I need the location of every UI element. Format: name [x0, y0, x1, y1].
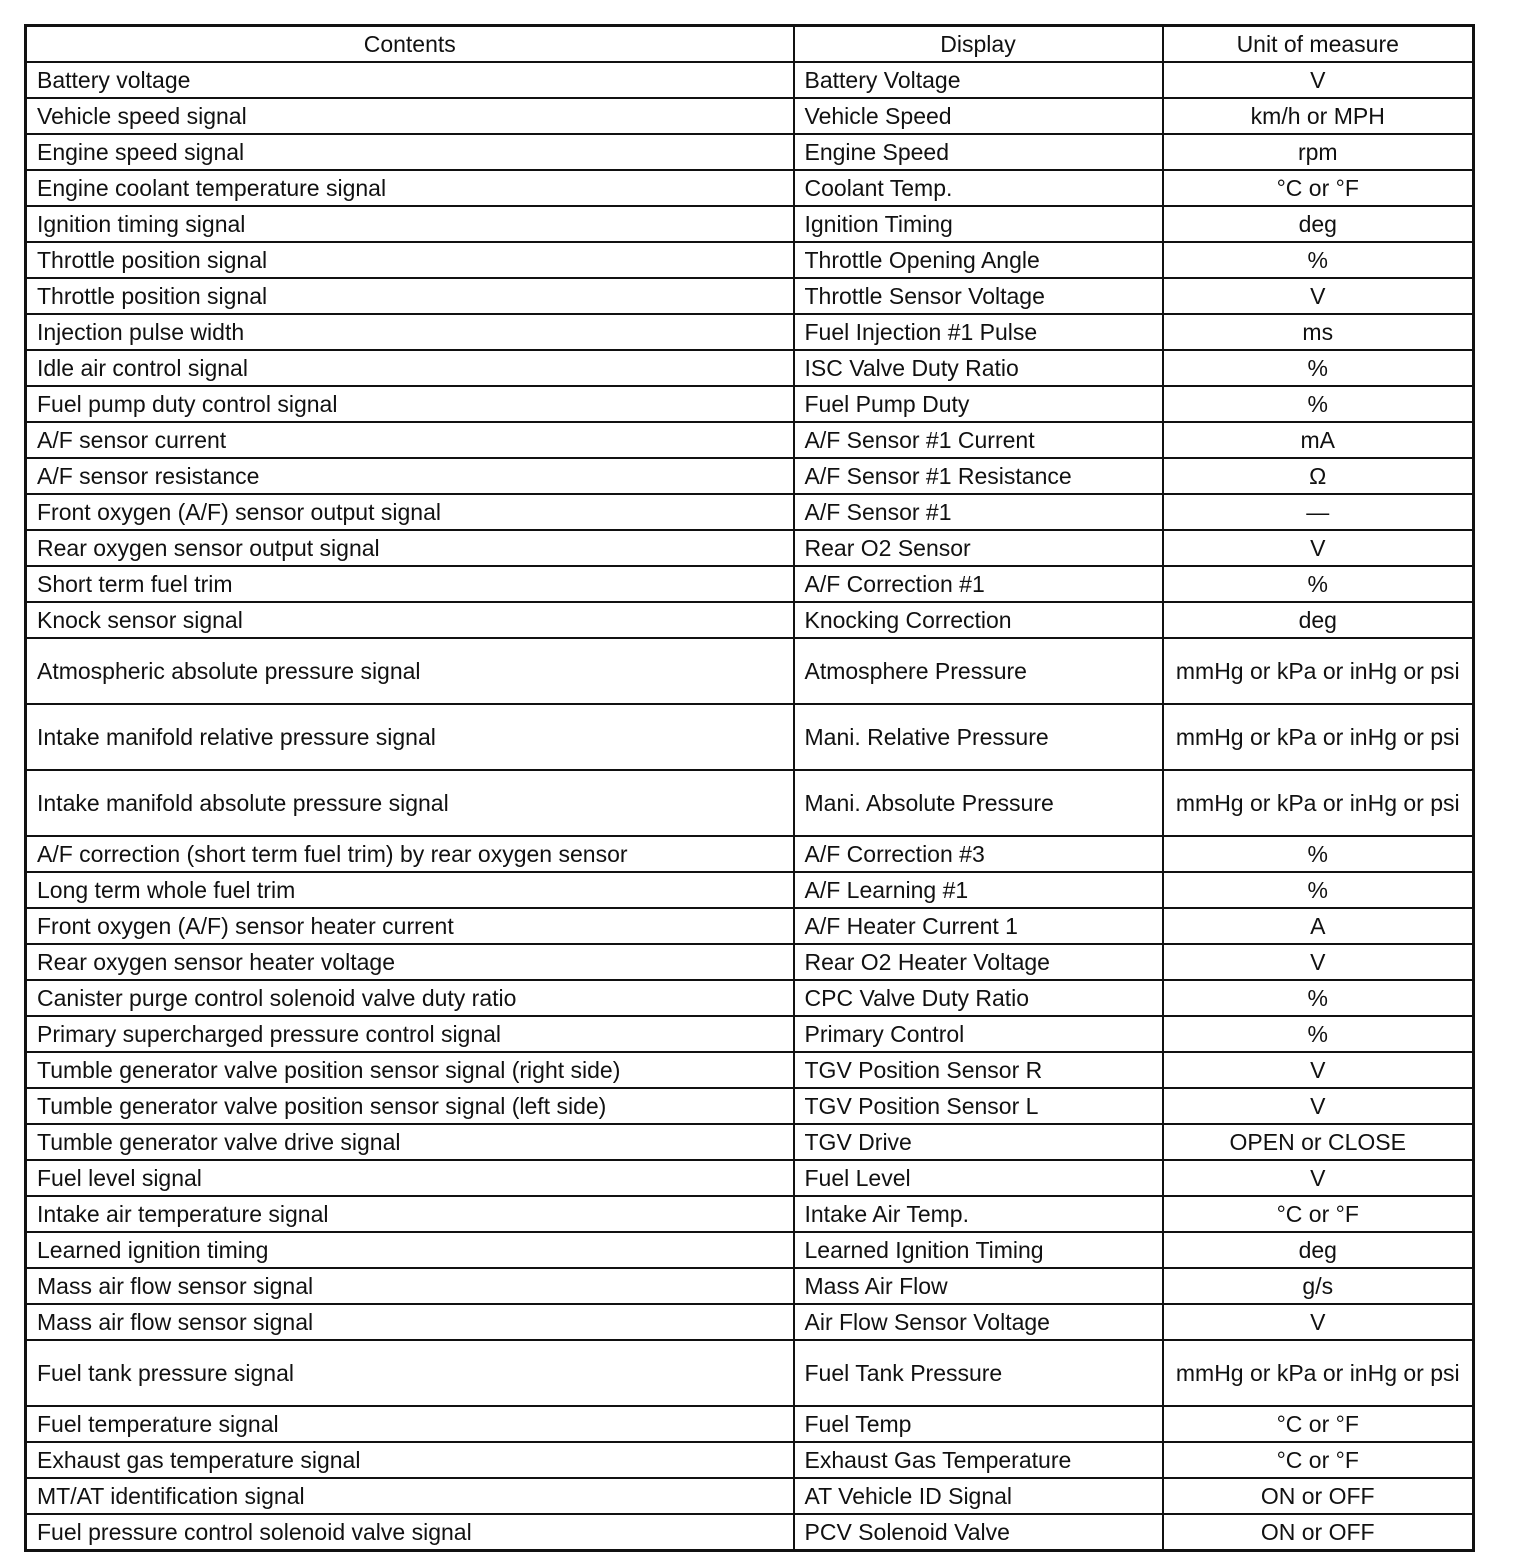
cell-unit: A: [1163, 908, 1474, 944]
table-row: [26, 1478, 1474, 1514]
header-unit: Unit of measure: [1163, 26, 1474, 63]
table-row: [26, 872, 1474, 908]
cell-unit: V: [1163, 1088, 1474, 1124]
cell-unit: %: [1163, 836, 1474, 872]
cell-contents: Tumble generator valve drive signal: [26, 1124, 794, 1160]
table-row: [26, 836, 1474, 872]
cell-unit: deg: [1163, 602, 1474, 638]
cell-display: Knocking Correction: [794, 602, 1163, 638]
table-row: [26, 494, 1474, 530]
cell-display: Exhaust Gas Temperature: [794, 1442, 1163, 1478]
table-row: [26, 566, 1474, 602]
cell-contents: Vehicle speed signal: [26, 98, 794, 134]
table-row: [26, 422, 1474, 458]
cell-unit: mmHg or kPa or inHg or psi: [1163, 704, 1474, 770]
cell-unit: Ω: [1163, 458, 1474, 494]
table-row: [26, 314, 1474, 350]
cell-unit: mmHg or kPa or inHg or psi: [1163, 1340, 1474, 1406]
cell-contents: Throttle position signal: [26, 242, 794, 278]
cell-contents: Intake manifold relative pressure signal: [26, 704, 794, 770]
cell-contents: Intake manifold absolute pressure signal: [26, 770, 794, 836]
cell-unit: V: [1163, 62, 1474, 98]
cell-unit: °C or °F: [1163, 1196, 1474, 1232]
cell-contents: Rear oxygen sensor output signal: [26, 530, 794, 566]
cell-display: Rear O2 Heater Voltage: [794, 944, 1163, 980]
table-row: [26, 62, 1474, 98]
cell-unit: —: [1163, 494, 1474, 530]
cell-display: Ignition Timing: [794, 206, 1163, 242]
table-row: [26, 1340, 1474, 1406]
table-row: [26, 242, 1474, 278]
cell-unit: °C or °F: [1163, 1406, 1474, 1442]
table-row: [26, 1196, 1474, 1232]
cell-contents: Engine speed signal: [26, 134, 794, 170]
table-row: [26, 704, 1474, 770]
cell-contents: Tumble generator valve position sensor signal (right side): [26, 1052, 794, 1088]
cell-contents: Engine coolant temperature signal: [26, 170, 794, 206]
cell-contents: Long term whole fuel trim: [26, 872, 794, 908]
cell-unit: °C or °F: [1163, 1442, 1474, 1478]
cell-contents: Throttle position signal: [26, 278, 794, 314]
cell-display: Fuel Temp: [794, 1406, 1163, 1442]
cell-unit: ms: [1163, 314, 1474, 350]
cell-display: A/F Sensor #1: [794, 494, 1163, 530]
cell-display: ISC Valve Duty Ratio: [794, 350, 1163, 386]
table-row: [26, 1016, 1474, 1052]
cell-display: A/F Correction #1: [794, 566, 1163, 602]
cell-contents: Exhaust gas temperature signal: [26, 1442, 794, 1478]
cell-display: Air Flow Sensor Voltage: [794, 1304, 1163, 1340]
cell-unit: %: [1163, 1016, 1474, 1052]
cell-display: Throttle Opening Angle: [794, 242, 1163, 278]
cell-unit: %: [1163, 350, 1474, 386]
header-display: Display: [794, 26, 1163, 63]
cell-contents: Front oxygen (A/F) sensor heater current: [26, 908, 794, 944]
cell-unit: %: [1163, 566, 1474, 602]
cell-unit: V: [1163, 944, 1474, 980]
table-row: [26, 770, 1474, 836]
table-row: [26, 1232, 1474, 1268]
cell-display: A/F Learning #1: [794, 872, 1163, 908]
cell-contents: A/F sensor current: [26, 422, 794, 458]
cell-display: Intake Air Temp.: [794, 1196, 1163, 1232]
cell-contents: Idle air control signal: [26, 350, 794, 386]
table-row: [26, 1124, 1474, 1160]
table-row: [26, 134, 1474, 170]
table-row: [26, 350, 1474, 386]
cell-display: Fuel Level: [794, 1160, 1163, 1196]
cell-display: A/F Sensor #1 Current: [794, 422, 1163, 458]
cell-display: Fuel Injection #1 Pulse: [794, 314, 1163, 350]
table-row: [26, 530, 1474, 566]
cell-display: Mass Air Flow: [794, 1268, 1163, 1304]
cell-contents: Intake air temperature signal: [26, 1196, 794, 1232]
cell-contents: Fuel pressure control solenoid valve signal: [26, 1514, 794, 1551]
cell-contents: Front oxygen (A/F) sensor output signal: [26, 494, 794, 530]
cell-contents: A/F correction (short term fuel trim) by rear oxygen sensor: [26, 836, 794, 872]
cell-contents: Mass air flow sensor signal: [26, 1304, 794, 1340]
cell-display: Fuel Pump Duty: [794, 386, 1163, 422]
cell-unit: %: [1163, 872, 1474, 908]
table-row: [26, 1304, 1474, 1340]
table-row: [26, 638, 1474, 704]
cell-contents: Fuel level signal: [26, 1160, 794, 1196]
cell-contents: Canister purge control solenoid valve duty ratio: [26, 980, 794, 1016]
cell-unit: V: [1163, 278, 1474, 314]
header-row: [26, 26, 1474, 63]
cell-unit: V: [1163, 1304, 1474, 1340]
table-row: [26, 1052, 1474, 1088]
cell-unit: OPEN or CLOSE: [1163, 1124, 1474, 1160]
table-row: [26, 278, 1474, 314]
cell-contents: Primary supercharged pressure control signal: [26, 1016, 794, 1052]
cell-display: TGV Position Sensor R: [794, 1052, 1163, 1088]
cell-display: Engine Speed: [794, 134, 1163, 170]
cell-unit: °C or °F: [1163, 170, 1474, 206]
cell-display: PCV Solenoid Valve: [794, 1514, 1163, 1551]
cell-unit: V: [1163, 530, 1474, 566]
table-row: [26, 386, 1474, 422]
cell-contents: Ignition timing signal: [26, 206, 794, 242]
cell-display: Coolant Temp.: [794, 170, 1163, 206]
table-row: [26, 908, 1474, 944]
cell-unit: %: [1163, 980, 1474, 1016]
cell-contents: Battery voltage: [26, 62, 794, 98]
cell-contents: Knock sensor signal: [26, 602, 794, 638]
cell-display: Learned Ignition Timing: [794, 1232, 1163, 1268]
cell-display: Mani. Relative Pressure: [794, 704, 1163, 770]
cell-display: TGV Position Sensor L: [794, 1088, 1163, 1124]
table-row: [26, 98, 1474, 134]
table-row: [26, 1268, 1474, 1304]
cell-contents: Injection pulse width: [26, 314, 794, 350]
table-row: [26, 602, 1474, 638]
cell-unit: mmHg or kPa or inHg or psi: [1163, 770, 1474, 836]
cell-contents: Learned ignition timing: [26, 1232, 794, 1268]
cell-display: Throttle Sensor Voltage: [794, 278, 1163, 314]
cell-unit: deg: [1163, 1232, 1474, 1268]
table-row: [26, 1514, 1474, 1551]
cell-contents: A/F sensor resistance: [26, 458, 794, 494]
cell-contents: Atmospheric absolute pressure signal: [26, 638, 794, 704]
cell-display: Primary Control: [794, 1016, 1163, 1052]
cell-unit: V: [1163, 1160, 1474, 1196]
cell-display: A/F Correction #3: [794, 836, 1163, 872]
cell-display: Battery Voltage: [794, 62, 1163, 98]
cell-display: Mani. Absolute Pressure: [794, 770, 1163, 836]
cell-contents: Short term fuel trim: [26, 566, 794, 602]
table-row: [26, 1442, 1474, 1478]
data-table: [24, 24, 1475, 1552]
table-row: [26, 458, 1474, 494]
table-row: [26, 206, 1474, 242]
cell-display: Vehicle Speed: [794, 98, 1163, 134]
cell-display: A/F Sensor #1 Resistance: [794, 458, 1163, 494]
header-contents: Contents: [26, 26, 794, 63]
table-row: [26, 170, 1474, 206]
cell-unit: mA: [1163, 422, 1474, 458]
cell-unit: km/h or MPH: [1163, 98, 1474, 134]
cell-unit: %: [1163, 386, 1474, 422]
cell-display: Atmosphere Pressure: [794, 638, 1163, 704]
cell-contents: Mass air flow sensor signal: [26, 1268, 794, 1304]
cell-unit: ON or OFF: [1163, 1514, 1474, 1551]
table-row: [26, 980, 1474, 1016]
cell-unit: g/s: [1163, 1268, 1474, 1304]
cell-display: Rear O2 Sensor: [794, 530, 1163, 566]
cell-contents: Rear oxygen sensor heater voltage: [26, 944, 794, 980]
table-row: [26, 1406, 1474, 1442]
cell-display: TGV Drive: [794, 1124, 1163, 1160]
cell-display: A/F Heater Current 1: [794, 908, 1163, 944]
cell-unit: deg: [1163, 206, 1474, 242]
cell-unit: rpm: [1163, 134, 1474, 170]
table-row: [26, 944, 1474, 980]
table-row: [26, 1088, 1474, 1124]
cell-unit: %: [1163, 242, 1474, 278]
table-row: [26, 1160, 1474, 1196]
cell-unit: ON or OFF: [1163, 1478, 1474, 1514]
cell-contents: Fuel temperature signal: [26, 1406, 794, 1442]
cell-unit: V: [1163, 1052, 1474, 1088]
cell-display: Fuel Tank Pressure: [794, 1340, 1163, 1406]
cell-contents: Fuel tank pressure signal: [26, 1340, 794, 1406]
cell-unit: mmHg or kPa or inHg or psi: [1163, 638, 1474, 704]
cell-display: AT Vehicle ID Signal: [794, 1478, 1163, 1514]
cell-display: CPC Valve Duty Ratio: [794, 980, 1163, 1016]
cell-contents: Tumble generator valve position sensor signal (left side): [26, 1088, 794, 1124]
cell-contents: MT/AT identification signal: [26, 1478, 794, 1514]
cell-contents: Fuel pump duty control signal: [26, 386, 794, 422]
table-body: [26, 62, 1474, 1551]
